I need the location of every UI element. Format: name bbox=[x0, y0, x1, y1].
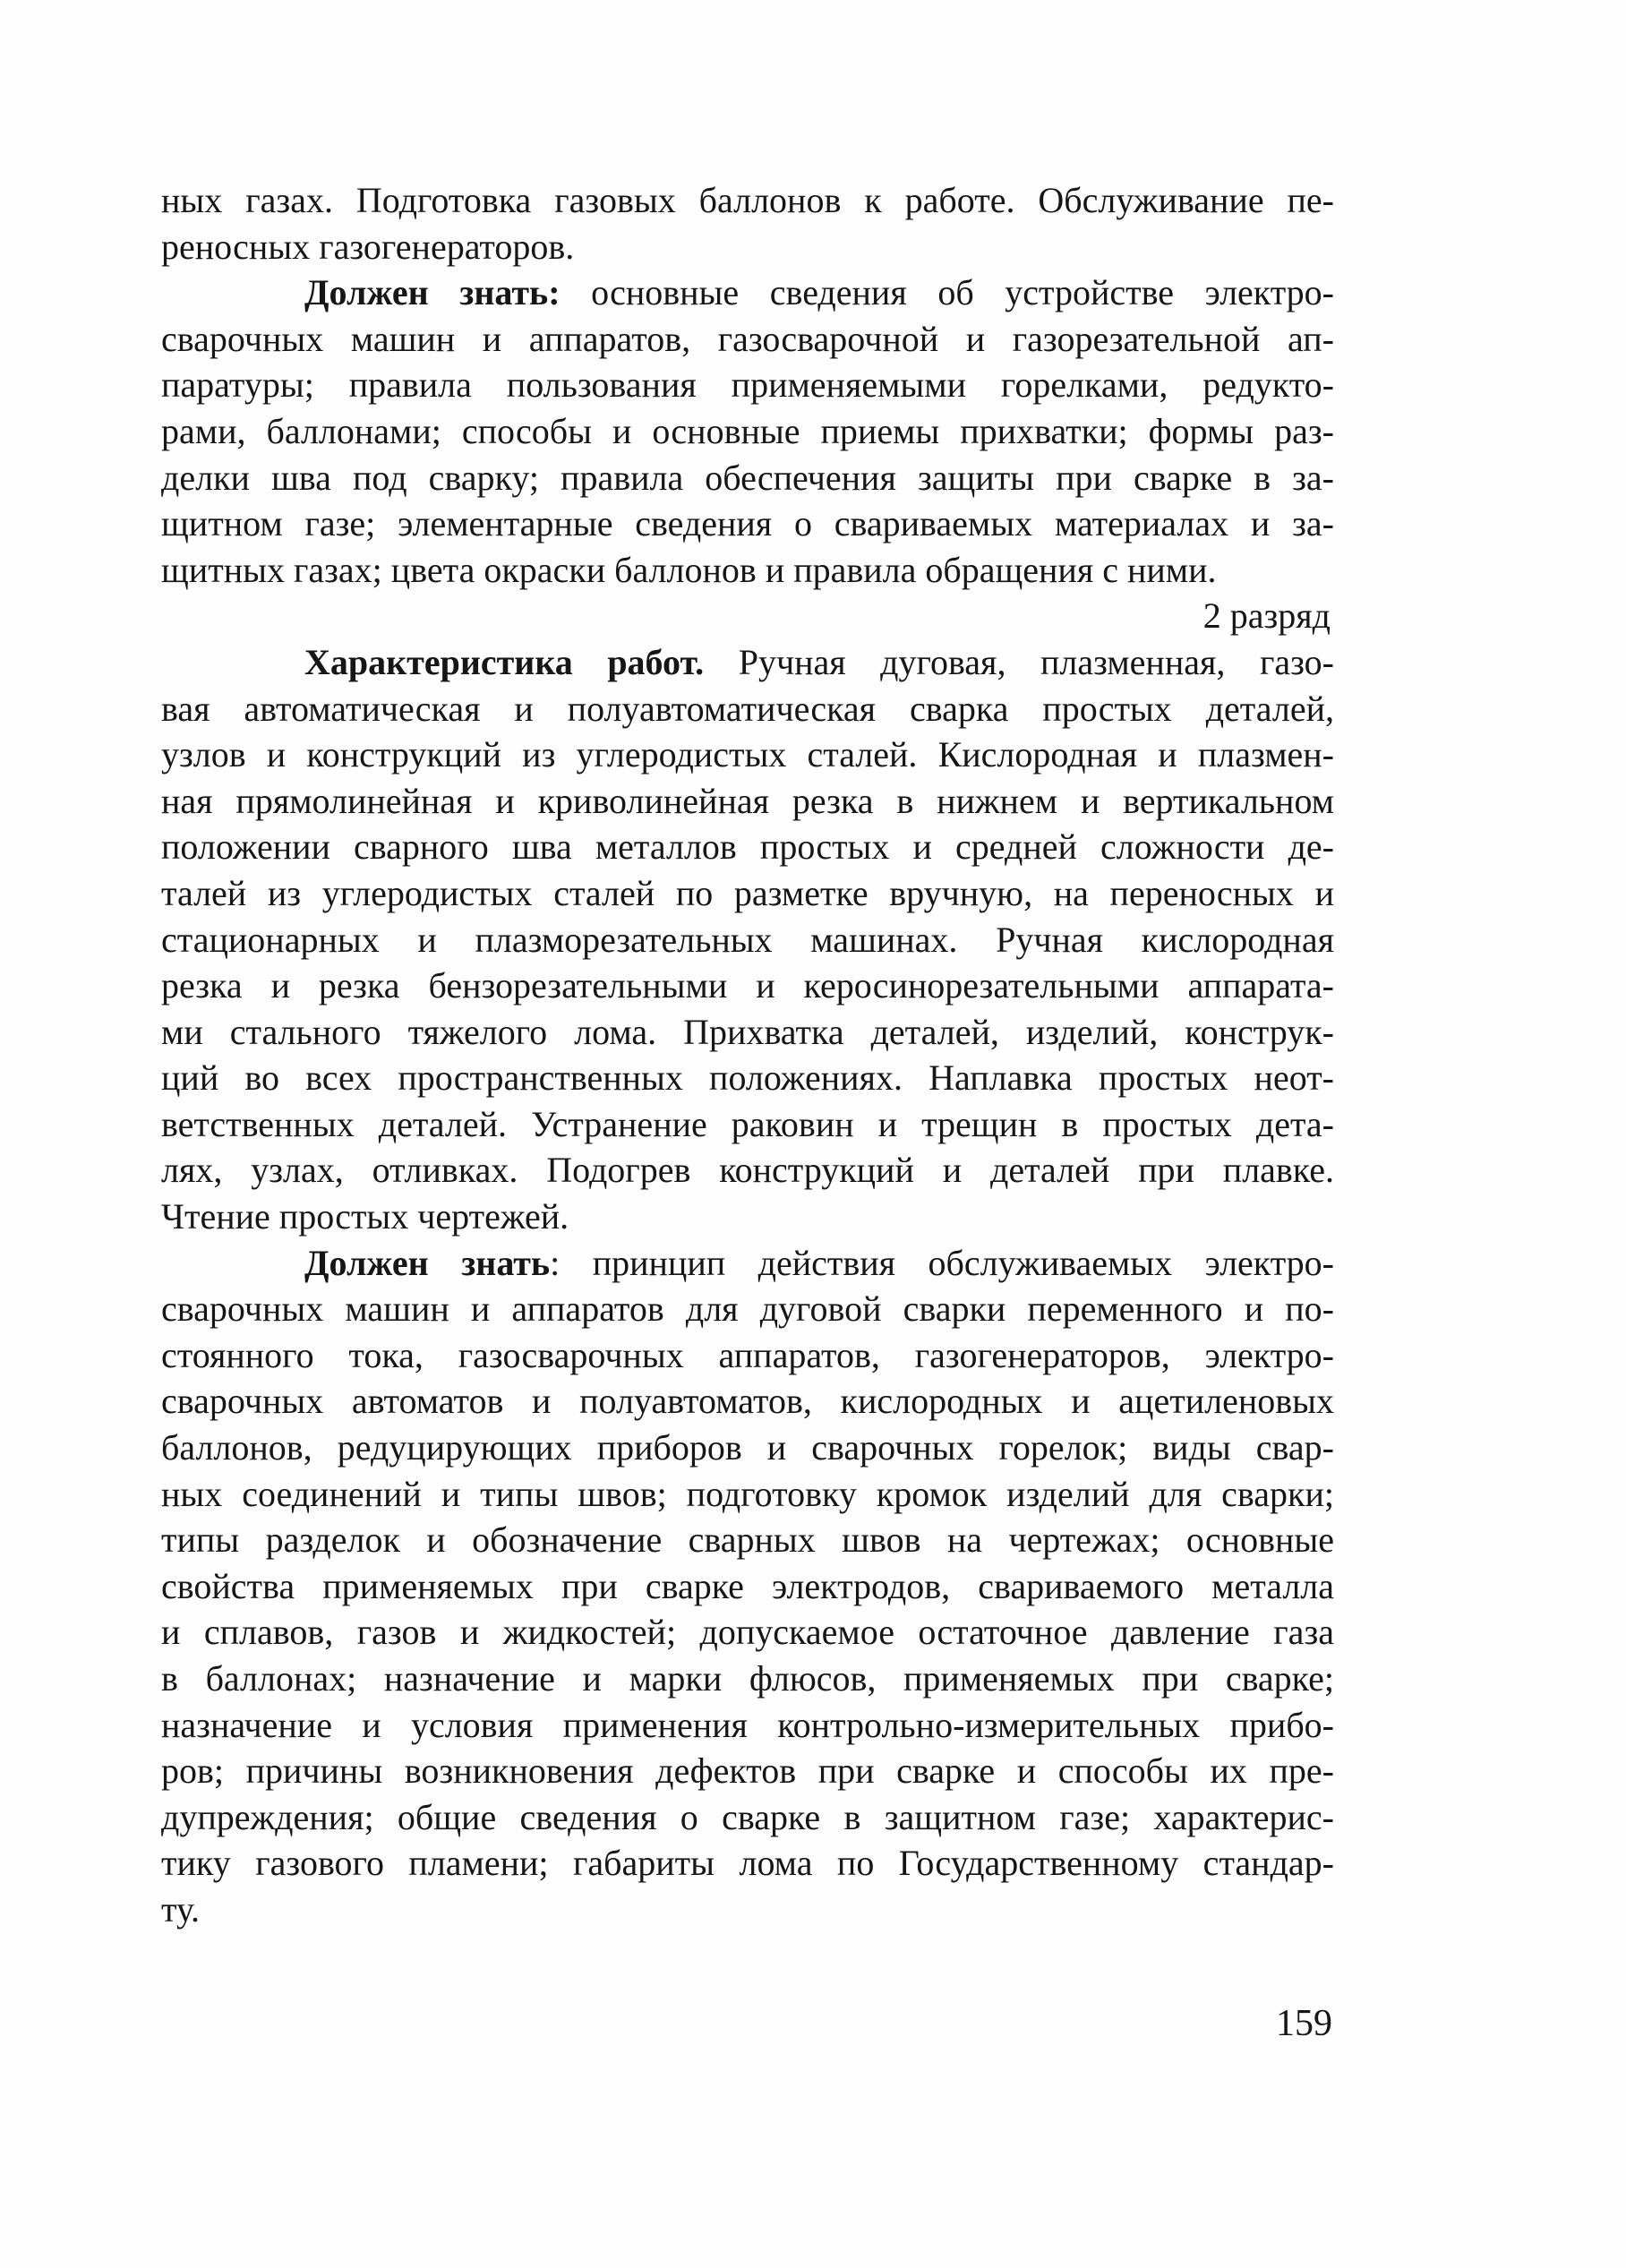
body-text bbox=[161, 177, 1334, 1933]
paragraph-should-know-1 bbox=[161, 270, 1334, 316]
text-line: ту. bbox=[161, 1888, 200, 1930]
text-line: тику газового пламени; габариты лома по Государственному стандар- bbox=[161, 1843, 1334, 1884]
text-line: резка и резка бензорезательными и керосинорезательными аппарата- bbox=[161, 965, 1334, 1006]
text-line: щитном газе; элементарные сведения о свариваемых материалах и за- bbox=[161, 503, 1334, 544]
text-line: баллонов, редуцирующих приборов и сварочных горелок; виды свар- bbox=[161, 1427, 1334, 1468]
text-line: типы разделок и обозначение сварных швов на чертежах; основные bbox=[161, 1519, 1334, 1561]
text-line: положении сварного шва металлов простых и средней сложности де- bbox=[161, 826, 1334, 868]
text-line: ветственных деталей. Устранение раковин и трещин в простых дета- bbox=[161, 1103, 1334, 1144]
text-fragment: Ручная дуговая, плазменная, газо- bbox=[704, 641, 1334, 682]
text-line: делки шва под сварку; правила обеспечения защиты при сварке в за- bbox=[161, 457, 1334, 498]
text-line: сварочных машин и аппаратов, газосварочной и газорезательной ап- bbox=[161, 318, 1334, 359]
text-line: рами, баллонами; способы и основные приемы прихватки; формы раз- bbox=[161, 410, 1334, 451]
text-fragment: : принцип действия обслуживаемых электро- bbox=[550, 1242, 1334, 1283]
text-line: паратуры; правила пользования применяемыми горелками, редукто- bbox=[161, 364, 1334, 406]
text-line: ных соединений и типы швов; подготовку кромок изделий для сварки; bbox=[161, 1473, 1334, 1514]
paragraph-work-characteristics bbox=[161, 639, 1334, 686]
heading-should-know: Должен знать: bbox=[304, 272, 561, 313]
text-line: щитных газах; цвета окраски баллонов и правила обращения с ними. bbox=[161, 549, 1217, 590]
text-line: и сплавов, газов и жидкостей; допускаемое остаточное давление газа bbox=[161, 1612, 1334, 1653]
text-line: ми стального тяжелого лома. Прихватка деталей, изделий, конструк- bbox=[161, 1011, 1334, 1052]
text-line: узлов и конструкций из углеродистых сталей. Кислородная и плазмен- bbox=[161, 734, 1334, 775]
text-line: сварочных автоматов и полуавтоматов, кислородных и ацетиленовых bbox=[161, 1381, 1334, 1422]
heading-should-know: Должен знать bbox=[304, 1242, 551, 1283]
text-line: стоянного тока, газосварочных аппаратов, газогенераторов, электро- bbox=[161, 1334, 1334, 1375]
text-line: в баллонах; назначение и марки флюсов, применяемых при сварке; bbox=[161, 1658, 1334, 1699]
text-line: сварочных машин и аппаратов для дуговой сварки переменного и по- bbox=[161, 1288, 1334, 1330]
text-line: свойства применяемых при сварке электродов, свариваемого металла bbox=[161, 1565, 1334, 1606]
text-line: вая автоматическая и полуавтоматическая сварка простых деталей, bbox=[161, 688, 1334, 729]
page-number: 159 bbox=[1276, 2003, 1332, 2044]
text-line: ная прямолинейная и криволинейная резка в нижнем и вертикальном bbox=[161, 780, 1334, 821]
text-line: дупреждения; общие сведения о сварке в защитном газе; характерис- bbox=[161, 1796, 1334, 1837]
text-line: назначение и условия применения контрольно-измерительных прибо- bbox=[161, 1704, 1334, 1745]
text-line: реносных газогенераторов. bbox=[161, 226, 575, 267]
grade-heading: 2 разряд bbox=[1202, 595, 1331, 637]
heading-work-characteristics: Характеристика работ. bbox=[304, 641, 705, 682]
text-line: Чтение простых чертежей. bbox=[161, 1196, 569, 1237]
text-line: ных газах. Подготовка газовых баллонов к работе. Обслуживание пе- bbox=[161, 180, 1334, 220]
text-line: лях, узлах, отливках. Подогрев конструкций и деталей при плавке. bbox=[161, 1150, 1334, 1191]
paragraph-should-know-2 bbox=[161, 1240, 1334, 1287]
text-line: талей из углеродистых сталей по разметке вручную, на переносных и bbox=[161, 872, 1334, 913]
text-line: ций во всех пространственных положениях. Наплавка простых неот- bbox=[161, 1057, 1334, 1099]
text-line: ров; причины возникновения дефектов при сварке и способы их пре- bbox=[161, 1750, 1334, 1792]
text-fragment: основные сведения об устройстве электро- bbox=[560, 272, 1334, 313]
text-line: стационарных и плазморезательных машинах. Ручная кислородная bbox=[161, 919, 1334, 960]
